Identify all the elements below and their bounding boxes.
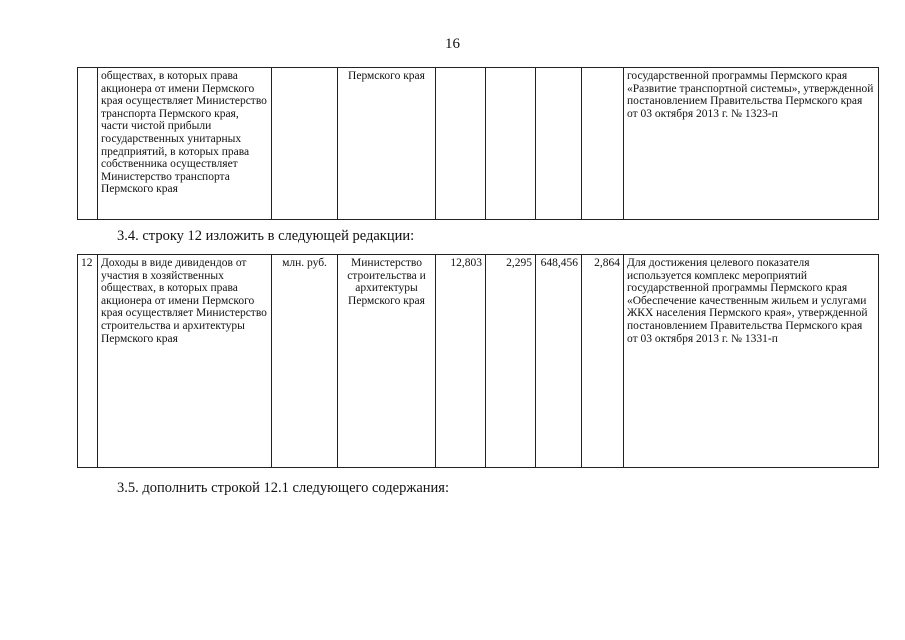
page-number: 16: [445, 36, 460, 52]
indicator-name: Доходы в виде дивидендов от участия в хозяйственных обществах, в которых права акционера от имени Пермского края осуществляет Министерство строительства и архитектуры Пермского края: [98, 255, 272, 468]
table-continuation: [77, 67, 879, 220]
value-cell: 2,295: [486, 255, 536, 468]
unit-cell: [272, 68, 338, 220]
value-cell: [582, 68, 624, 220]
unit-cell: млн. руб.: [272, 255, 338, 468]
table-row-12: [77, 254, 879, 468]
value-cell: [486, 68, 536, 220]
table-row: [78, 255, 879, 468]
value-cell: [436, 68, 486, 220]
indicator-name: обществах, в которых права акционера от имени Пермского края осуществляет Министерство транспорта Пермского края, части чистой прибыли государственных унитарных предприятий, в которых права собственника осуществляет Министерство транспорта Пермского края: [98, 68, 272, 220]
value-cell: [536, 68, 582, 220]
responsible-cell: Пермского края: [338, 68, 436, 220]
row-number: 12: [78, 255, 98, 468]
value-cell: 12,803: [436, 255, 486, 468]
value-cell: 648,456: [536, 255, 582, 468]
row-number: [78, 68, 98, 220]
amendment-paragraph: 3.5. дополнить строкой 12.1 следующего содержания:: [117, 480, 449, 496]
value-cell: 2,864: [582, 255, 624, 468]
note-cell: Для достижения целевого показателя используется комплекс мероприятий государственной программы Пермского края «Обеспечение качественным жильем и услугами ЖКХ населения Пермского края», утвержденной постановлением Правительства Пермского края от 03 октября 2013 г. № 1331-п: [624, 255, 879, 468]
amendment-paragraph: 3.4. строку 12 изложить в следующей редакции:: [117, 228, 415, 244]
note-cell: государственной программы Пермского края «Развитие транспортной системы», утвержденной постановлением Правительства Пермского края от 03 октября 2013 г. № 1323-п: [624, 68, 879, 220]
table-row: [78, 68, 879, 220]
responsible-cell: Министерство строительства и архитектуры Пермского края: [338, 255, 436, 468]
